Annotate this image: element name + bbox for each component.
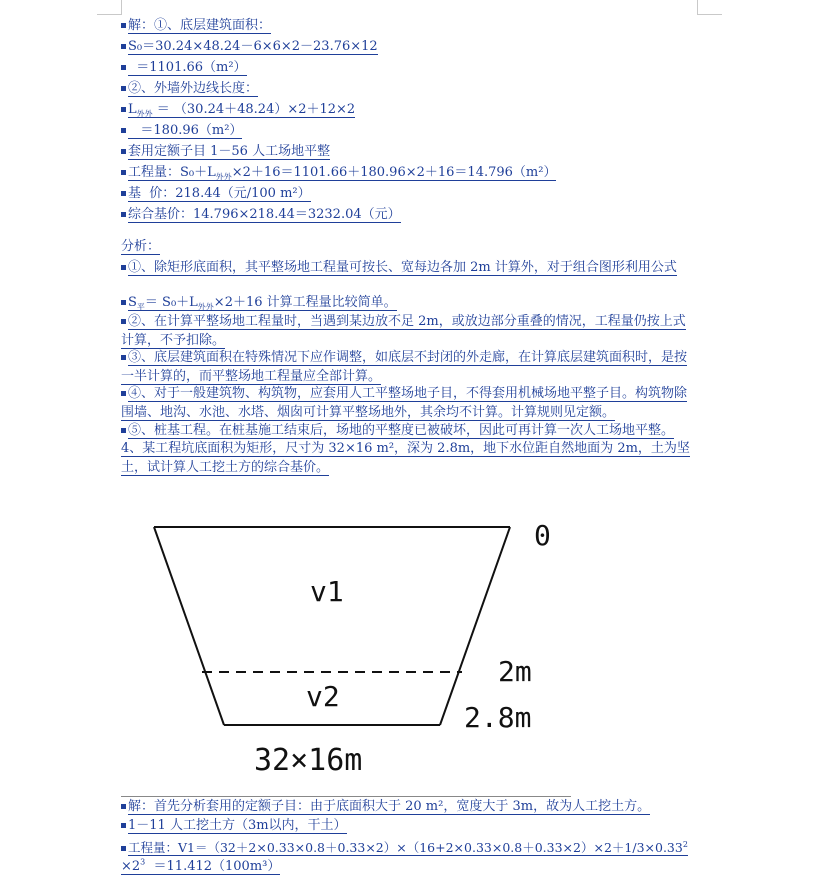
analysis-title: 分析： (121, 239, 161, 254)
solution-line-3: ＝1101.66（m²） (121, 59, 247, 77)
paragraph-mark-icon (121, 391, 126, 396)
answer-line-3: 工程量：$V1=(32+2\times 0.33\times 0.8+0.33\times 2)\times(16+2\times 0.33\times 0.8+0.33\times 2)\times 2+1/3\times 0.33^2$ (121, 836, 688, 857)
paragraph-mark-icon (121, 319, 126, 324)
paragraph-mark-icon (121, 804, 126, 809)
analysis-paragraph-1: ①、除矩形底面积，其平整场地工程量可按长、宽每边各加 2m 计算外，对于组合图形利用公式 (121, 259, 697, 278)
solution-line-10: 综合基价：14.796×218.44＝3232.04（元） (121, 206, 401, 224)
solution-line-4: ②、外墙外边线长度： (121, 80, 258, 98)
analysis-paragraph-6: ⑤、桩基工程。在桩基施工结束后，场地的平整度已被破坏，因此可再计算一次人工场地平整。 (121, 422, 697, 441)
solution-line-9: 基 价：218.44（元/100 m²） (121, 185, 311, 203)
answer-line-1: 解：首先分析套用的定额子目：由于底面积大于 20 m²，宽度大于 3m，故为人工挖土方。 (121, 798, 650, 816)
label-v2: v2 (306, 680, 340, 713)
answer-line-4: $\times 2^3 =11.412(100m^3)$ (121, 858, 281, 875)
label-pit-depth: 2.8m (464, 701, 532, 734)
analysis-paragraph-3: ②、在计算平整场地工程量时，当遇到某边放不足 2m，或放边部分重叠的情况，工程量仍按上式计算，不予扣除。 (121, 314, 686, 348)
section-divider (121, 796, 571, 797)
paragraph-mark-icon (121, 149, 126, 154)
solution-line-8: 工程量：$S_0+L_{外外}\times 2+16=1101.66+180.96\times 2+16=14.796(m^2)$ (121, 164, 556, 187)
answer-line-2: 1－11 人工挖土方（3m以内，干土） (121, 817, 347, 835)
crop-mark-top-right (697, 0, 722, 15)
paragraph-mark-icon (121, 128, 126, 133)
paragraph-mark-icon (121, 300, 126, 305)
problem-4-statement: 4、某工程坑底面积为矩形，尺寸为 32×16 m²，深为 2.8m，地下水位距自然地面为 2m，土为坚土，试计算人工挖土方的综合基价。 (121, 441, 690, 475)
label-pit-size: 32×16m (254, 743, 363, 778)
analysis-paragraph-2: $S_平= S_0+L_{外外}\times 2+16$ 计算工程量比较简单。 (121, 294, 397, 317)
solution-line-6: ＝180.96（m²） (121, 122, 242, 140)
paragraph-mark-icon (121, 265, 126, 270)
paragraph-mark-icon (121, 191, 126, 196)
paragraph-mark-icon (121, 23, 126, 28)
paragraph-mark-icon (121, 846, 126, 851)
paragraph-mark-icon (121, 65, 126, 70)
paragraph-mark-icon (121, 44, 126, 49)
pit-left-wall (154, 527, 224, 725)
crop-mark-top-left (97, 0, 122, 15)
solution-line-7: 套用定额子目 1－56 人工场地平整 (121, 143, 330, 161)
paragraph-mark-icon (121, 170, 126, 175)
pit-right-wall (440, 527, 510, 725)
paragraph-mark-icon (121, 823, 126, 828)
paragraph-mark-icon (121, 107, 126, 112)
analysis-paragraph-5: ④、对于一般建筑物、构筑物，应套用人工平整场地子目，不得套用机械场地平整子目。构筑物除围墙、地沟、水池、水塔、烟囱可计算平整场地外，其余均不计算。计算规则见定额。 (121, 386, 688, 420)
label-v1: v1 (310, 575, 344, 608)
paragraph-mark-icon (121, 86, 126, 91)
label-water-depth: 2m (498, 655, 532, 688)
label-ground-level: 0 (534, 519, 551, 552)
paragraph-mark-icon (121, 212, 126, 217)
paragraph-mark-icon (121, 355, 126, 360)
solution-line-2: S₀＝30.24×48.24－6×6×2－23.76×12 (121, 38, 378, 56)
solution-line-1: 解：①、底层建筑面积： (121, 17, 271, 35)
solution-line-5: $L_{外外} = (30.24+48.24)\times 2+12\times 2$ (121, 101, 355, 124)
paragraph-mark-icon (121, 428, 126, 433)
pit-cross-section-diagram (150, 515, 570, 785)
analysis-paragraph-4: ③、底层建筑面积在特殊情况下应作调整，如底层不封闭的外走廊，在计算底层建筑面积时，是按一半计算的，而平整场地工程量应全部计算。 (121, 350, 688, 384)
